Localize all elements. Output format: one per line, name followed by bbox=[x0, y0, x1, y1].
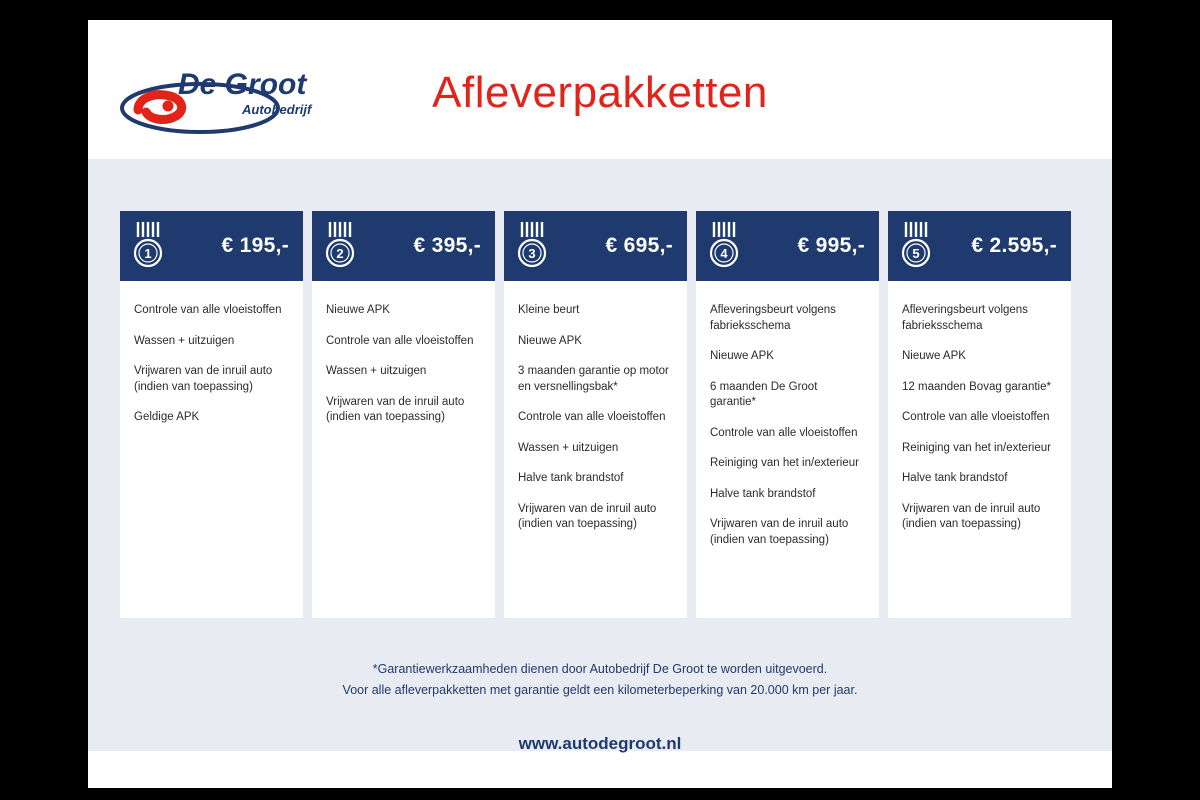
package-price: € 695,- bbox=[605, 234, 673, 257]
feature-item: Nieuwe APK bbox=[902, 350, 966, 363]
package-card-2[interactable] bbox=[312, 211, 495, 618]
feature-item: Afleveringsbeurt volgens fabrieksschema bbox=[902, 304, 1028, 332]
feature-item: 6 maanden De Groot garantie* bbox=[710, 380, 818, 409]
feature-item: Vrijwaren van de inruil auto (indien van toepassing) bbox=[518, 502, 657, 531]
feature-item: Halve tank brandstof bbox=[902, 472, 1008, 485]
feature-item: Wassen + uitzuigen bbox=[326, 365, 427, 378]
page-title: Afleverpakketten bbox=[432, 68, 768, 117]
package-card-2-body bbox=[312, 281, 495, 618]
package-card-5-header bbox=[888, 211, 1071, 281]
svg-text:De Groot: De Groot bbox=[178, 68, 307, 101]
medal-number: 1 bbox=[144, 246, 152, 261]
footnote-line-1: *Garantiewerkzaamheden dienen door Autobedrijf De Groot te worden uitgevoerd. bbox=[372, 662, 828, 676]
medal-icon bbox=[320, 220, 360, 272]
feature-item: Halve tank brandstof bbox=[710, 487, 816, 500]
package-price: € 395,- bbox=[413, 234, 481, 257]
feature-item: Halve tank brandstof bbox=[518, 472, 624, 485]
poster-header bbox=[88, 20, 1112, 159]
feature-item: Wassen + uitzuigen bbox=[134, 334, 235, 347]
package-card-4-body bbox=[696, 281, 879, 618]
feature-item: Controle van alle vloeistoffen bbox=[134, 304, 282, 316]
package-card-3[interactable] bbox=[504, 211, 687, 618]
feature-item: Nieuwe APK bbox=[518, 334, 582, 347]
medal-icon bbox=[128, 220, 168, 272]
feature-item: 3 maanden garantie op motor en versnellingsbak* bbox=[518, 365, 669, 393]
package-price: € 195,- bbox=[221, 234, 289, 257]
footnote-line-2: Voor alle afleverpakketten met garantie geldt een kilometerbeperking van 20.000 km per jaar. bbox=[342, 683, 858, 698]
package-price: € 2.595,- bbox=[971, 234, 1057, 257]
packages-band bbox=[88, 159, 1112, 751]
feature-item: Geldige APK bbox=[134, 411, 200, 424]
package-price: € 995,- bbox=[797, 234, 865, 257]
feature-item: Vrijwaren van de inruil auto (indien van toepassing) bbox=[902, 502, 1041, 531]
medal-number: 5 bbox=[912, 246, 920, 261]
feature-item: Vrijwaren van de inruil auto (indien van toepassing) bbox=[710, 518, 849, 546]
feature-item: Nieuwe APK bbox=[326, 304, 390, 316]
svg-text:Autobedrijf: Autobedrijf bbox=[242, 102, 312, 117]
package-cards bbox=[120, 211, 1080, 618]
footnotes bbox=[88, 659, 1112, 702]
website-link[interactable]: www.autodegroot.nl bbox=[518, 734, 682, 753]
package-card-5[interactable] bbox=[888, 211, 1071, 618]
feature-item: Afleveringsbeurt volgens fabrieksschema bbox=[710, 304, 836, 332]
footer-bar bbox=[88, 751, 1112, 788]
medal-icon bbox=[704, 220, 744, 272]
feature-item: Controle van alle vloeistoffen bbox=[326, 334, 474, 347]
feature-item: Reiniging van het in/exterieur bbox=[902, 441, 1051, 454]
package-card-1-body bbox=[120, 281, 303, 618]
medal-icon bbox=[896, 220, 936, 272]
medal-number: 3 bbox=[528, 246, 536, 261]
package-card-4-header bbox=[696, 211, 879, 281]
feature-item: Wassen + uitzuigen bbox=[518, 441, 619, 454]
feature-item: Controle van alle vloeistoffen bbox=[710, 426, 858, 439]
package-card-2-header bbox=[312, 211, 495, 281]
feature-item: Controle van alle vloeistoffen bbox=[902, 411, 1050, 424]
package-card-1-header bbox=[120, 211, 303, 281]
package-card-4[interactable] bbox=[696, 211, 879, 618]
medal-number: 4 bbox=[720, 246, 728, 261]
feature-item: Vrijwaren van de inruil auto (indien van toepassing) bbox=[326, 395, 465, 424]
feature-item: Nieuwe APK bbox=[710, 350, 774, 363]
medal-number: 2 bbox=[336, 246, 344, 261]
package-card-5-body bbox=[888, 281, 1071, 618]
package-card-1[interactable] bbox=[120, 211, 303, 618]
feature-item: Reiniging van het in/exterieur bbox=[710, 457, 859, 470]
package-card-3-body bbox=[504, 281, 687, 618]
feature-item: Kleine beurt bbox=[518, 304, 580, 316]
package-card-3-header bbox=[504, 211, 687, 281]
poster-canvas bbox=[88, 20, 1112, 788]
feature-item: 12 maanden Bovag garantie* bbox=[902, 380, 1051, 393]
feature-item: Controle van alle vloeistoffen bbox=[518, 411, 666, 424]
feature-item: Vrijwaren van de inruil auto (indien van toepassing) bbox=[134, 365, 273, 393]
medal-icon bbox=[512, 220, 552, 272]
